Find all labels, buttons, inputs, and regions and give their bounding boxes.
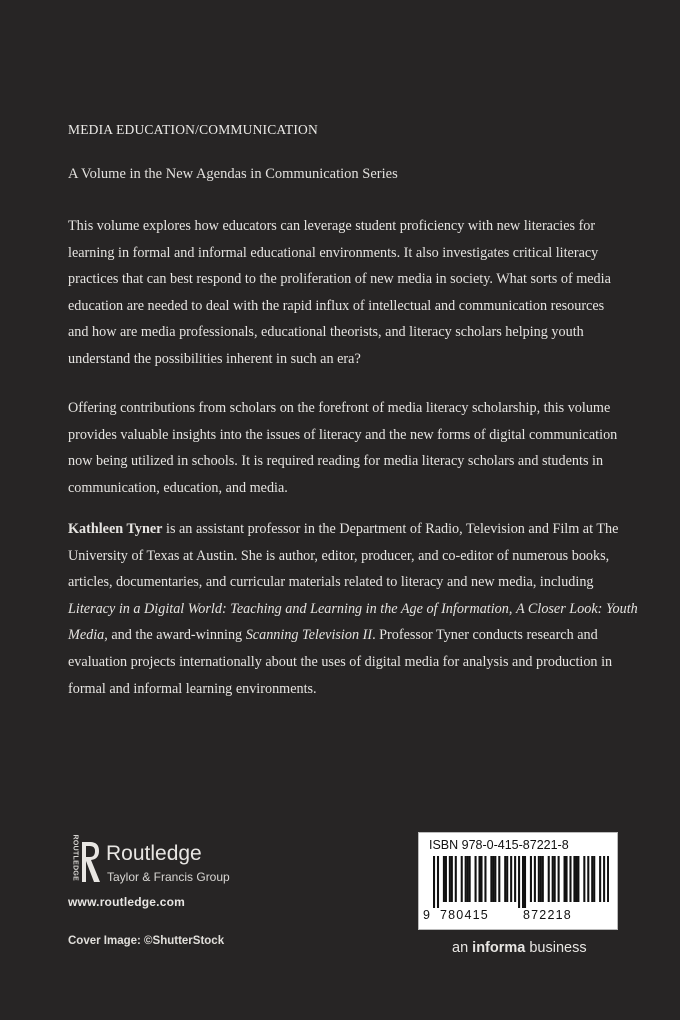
text-line: University of Texas at Austin. She is author, editor, producer, and co-editor of numerous books, — [68, 547, 610, 564]
barcode-bar — [498, 856, 500, 902]
bio-text: is an assistant professor in the Department of Radio, Television and Film at The — [162, 521, 619, 537]
barcode-digits-right: 872218 — [523, 908, 572, 922]
barcode-bar — [554, 856, 556, 902]
barcode-bar — [514, 856, 516, 902]
informa-brand: informa — [472, 940, 526, 956]
book-title: Media — [68, 627, 105, 644]
barcode-bar — [451, 856, 453, 902]
barcode-bar — [455, 856, 457, 902]
barcode-bar — [510, 856, 512, 902]
text-line: and how are media professionals, educational theorists, and literacy scholars helping youth — [68, 324, 584, 341]
barcode-bar — [599, 856, 601, 902]
barcode-bar — [443, 856, 445, 902]
barcode-bar — [522, 856, 524, 908]
barcode-bar — [530, 856, 532, 902]
barcode-bar — [538, 856, 540, 902]
publisher-group: Taylor & Francis Group — [107, 870, 230, 884]
isbn-label: ISBN 978-0-415-87221-8 — [429, 838, 569, 852]
routledge-logo — [68, 834, 268, 890]
barcode-bar — [583, 856, 585, 902]
text-line: formal and informal learning environments. — [68, 680, 317, 697]
barcode-bar — [504, 856, 506, 902]
text-line — [68, 622, 628, 649]
barcode-bar — [573, 856, 575, 902]
barcode-bar — [437, 856, 439, 908]
barcode-bar — [478, 856, 480, 902]
book-title: A Closer Look: Youth — [515, 600, 638, 617]
description-paragraph-2 — [68, 395, 628, 501]
logo-vertical-text: ROUTLEDGE — [71, 834, 79, 882]
barcode-bar — [465, 856, 467, 902]
text-line: practices that can best respond to the proliferation of new media in society. What sorts of media — [68, 271, 611, 288]
text-line: articles, documentaries, and curricular materials related to literacy and new media, including — [68, 574, 594, 591]
barcode-bar — [494, 856, 496, 902]
author-bio — [68, 516, 638, 702]
book-title: Literacy in a Digital World: Teaching and Learning in the Age of Information — [68, 600, 509, 617]
text-line: communication, education, and media. — [68, 479, 288, 496]
barcode-bar — [492, 856, 494, 902]
barcode-bar — [591, 856, 593, 902]
barcode-bar — [565, 856, 567, 902]
text-line: provides valuable insights into the issues of literacy and the new forms of digital communication — [68, 426, 618, 443]
barcode-bar — [593, 856, 595, 902]
barcode-bar — [449, 856, 451, 902]
series-line: A Volume in the New Agendas in Communication Series — [68, 166, 398, 182]
barcode-bar — [524, 856, 526, 908]
barcode-bar — [540, 856, 542, 902]
barcode-bar — [467, 856, 469, 902]
barcode-bar — [577, 856, 579, 902]
barcode-digit-lead: 9 — [423, 908, 432, 922]
barcode-bar — [518, 856, 520, 908]
barcode-bar — [534, 856, 536, 902]
barcode-bar — [569, 856, 571, 902]
barcode-bar — [506, 856, 508, 902]
barcode-bar — [607, 856, 609, 902]
barcode-digits-left: 780415 — [440, 908, 489, 922]
category-label: MEDIA EDUCATION/COMMUNICATION — [68, 122, 318, 137]
barcode-icon — [433, 856, 609, 908]
text-line: This volume explores how educators can leverage student proficiency with new literacies for — [68, 218, 596, 234]
barcode-bar — [548, 856, 550, 902]
publisher-url[interactable]: www.routledge.com — [68, 895, 185, 909]
cover-credit: Cover Image: ©ShutterStock — [68, 935, 225, 947]
text-line: evaluation projects internationally about the uses of digital media for analysis and production in — [68, 653, 613, 670]
barcode-bar — [490, 856, 492, 902]
barcode-bar — [564, 856, 566, 902]
barcode-bar — [480, 856, 482, 902]
informa-prefix: an — [452, 940, 473, 956]
text-line: learning in formal and informal educational environments. It also investigates critical literacy — [68, 244, 599, 261]
barcode-bar — [603, 856, 605, 902]
publisher-name: Routledge — [106, 842, 202, 865]
informa-suffix: business — [525, 940, 587, 956]
barcode-bar — [484, 856, 486, 902]
text-line — [68, 516, 628, 543]
barcode-bar — [475, 856, 477, 902]
isbn-barcode-box — [418, 832, 618, 930]
informa-tagline — [452, 940, 587, 956]
barcode-bar — [469, 856, 471, 902]
barcode-bar — [542, 856, 544, 902]
text-line: now being utilized in schools. It is required reading for media literacy scholars and students in — [68, 453, 604, 470]
barcode-bar — [558, 856, 560, 902]
barcode-bar — [575, 856, 577, 902]
book-title: Scanning Television II — [245, 627, 373, 644]
bio-text: . Professor Tyner conducts research and — [372, 627, 598, 644]
barcode-bar — [461, 856, 463, 902]
routledge-r-icon — [80, 840, 102, 884]
bio-text: , — [508, 600, 516, 617]
text-line — [68, 596, 638, 623]
bio-text: , and the award-winning — [104, 627, 246, 644]
author-name: Kathleen Tyner — [68, 521, 163, 537]
text-line: understand the possibilities inherent in such an era? — [68, 350, 361, 367]
description-paragraph-1 — [68, 213, 628, 373]
text-line: education are needed to deal with the rapid influx of intellectual and communication resources — [68, 297, 605, 314]
barcode-bar — [552, 856, 554, 902]
text-line: Offering contributions from scholars on the forefront of media literacy scholarship, this volume — [68, 400, 611, 416]
barcode-bar — [433, 856, 435, 908]
barcode-bar — [587, 856, 589, 902]
barcode-bar — [445, 856, 447, 902]
